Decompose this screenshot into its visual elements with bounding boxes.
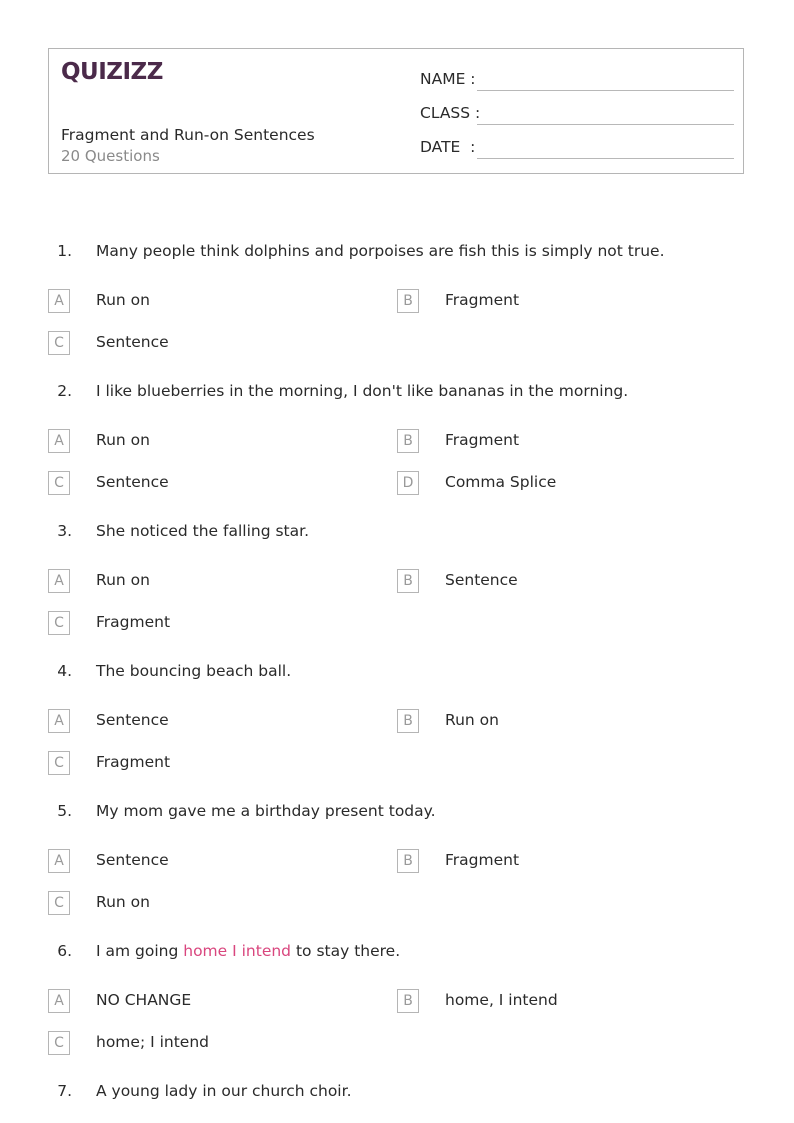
- option-text: Sentence: [445, 571, 518, 589]
- option-letter-box: A: [48, 429, 70, 453]
- option-text: Fragment: [445, 851, 520, 869]
- question-count: 20 Questions: [61, 147, 160, 165]
- date-line[interactable]: [477, 158, 734, 159]
- option-letter-box: A: [48, 849, 70, 873]
- highlighted-phrase: home I intend: [183, 942, 292, 960]
- question-number: 4.: [57, 662, 72, 680]
- name-label: NAME :: [420, 70, 476, 88]
- question-number: 1.: [57, 242, 72, 260]
- class-label: CLASS :: [420, 104, 481, 122]
- question-text: [96, 942, 400, 960]
- option-text: Sentence: [96, 333, 169, 351]
- option-text: home, I intend: [445, 991, 558, 1009]
- question-1: [0, 240, 794, 264]
- name-field[interactable]: [420, 67, 734, 91]
- option-text: Run on: [96, 431, 150, 449]
- option-text: Run on: [445, 711, 499, 729]
- question-number: 5.: [57, 802, 72, 820]
- question-number: 7.: [57, 1082, 72, 1100]
- worksheet-header: [48, 48, 744, 174]
- option-letter-box: B: [397, 849, 419, 873]
- option-letter-box: C: [48, 331, 70, 355]
- class-field[interactable]: [420, 101, 734, 125]
- option-letter-box: D: [397, 471, 419, 495]
- question-7: [0, 1080, 794, 1104]
- question-number: 3.: [57, 522, 72, 540]
- question-text-after: to stay there.: [291, 942, 401, 960]
- question-text: I like blueberries in the morning, I don't like bananas in the morning.: [96, 382, 629, 400]
- option-text: Fragment: [96, 613, 171, 631]
- option-letter-box: A: [48, 289, 70, 313]
- option-text: Sentence: [96, 473, 169, 491]
- option-text: home; I intend: [96, 1033, 209, 1051]
- question-number: 6.: [57, 942, 72, 960]
- option-text: Comma Splice: [445, 473, 557, 491]
- option-letter-box: C: [48, 891, 70, 915]
- question-6: [0, 940, 794, 964]
- option-letter-box: C: [48, 471, 70, 495]
- option-letter-box: C: [48, 611, 70, 635]
- option-text: Sentence: [96, 711, 169, 729]
- date-field[interactable]: [420, 135, 734, 159]
- option-text: Fragment: [445, 431, 520, 449]
- question-text-before: I am going: [96, 942, 184, 960]
- option-letter-box: B: [397, 429, 419, 453]
- question-text: She noticed the falling star.: [96, 522, 309, 540]
- worksheet-title: Fragment and Run-on Sentences: [61, 126, 315, 144]
- question-text: The bouncing beach ball.: [96, 662, 292, 680]
- question-text: A young lady in our church choir.: [96, 1082, 352, 1100]
- quizizz-logo: QUIZIZZ: [61, 59, 163, 85]
- option-text: Fragment: [445, 291, 520, 309]
- option-text: Run on: [96, 893, 150, 911]
- question-3: [0, 520, 794, 544]
- option-letter-box: B: [397, 289, 419, 313]
- option-letter-box: B: [397, 709, 419, 733]
- option-text: Fragment: [96, 753, 171, 771]
- class-line[interactable]: [477, 124, 734, 125]
- option-text: Run on: [96, 571, 150, 589]
- question-text: My mom gave me a birthday present today.: [96, 802, 436, 820]
- question-number: 2.: [57, 382, 72, 400]
- option-text: Run on: [96, 291, 150, 309]
- option-letter-box: C: [48, 1031, 70, 1055]
- question-2: [0, 380, 794, 404]
- question-5: [0, 800, 794, 824]
- option-letter-box: A: [48, 709, 70, 733]
- name-line[interactable]: [477, 90, 734, 91]
- question-4: [0, 660, 794, 684]
- option-text: NO CHANGE: [96, 991, 192, 1009]
- option-letter-box: B: [397, 569, 419, 593]
- option-letter-box: C: [48, 751, 70, 775]
- option-letter-box: A: [48, 989, 70, 1013]
- date-label: DATE :: [420, 138, 476, 156]
- option-letter-box: A: [48, 569, 70, 593]
- question-text: Many people think dolphins and porpoises are fish this is simply not true.: [96, 242, 665, 260]
- option-text: Sentence: [96, 851, 169, 869]
- option-letter-box: B: [397, 989, 419, 1013]
